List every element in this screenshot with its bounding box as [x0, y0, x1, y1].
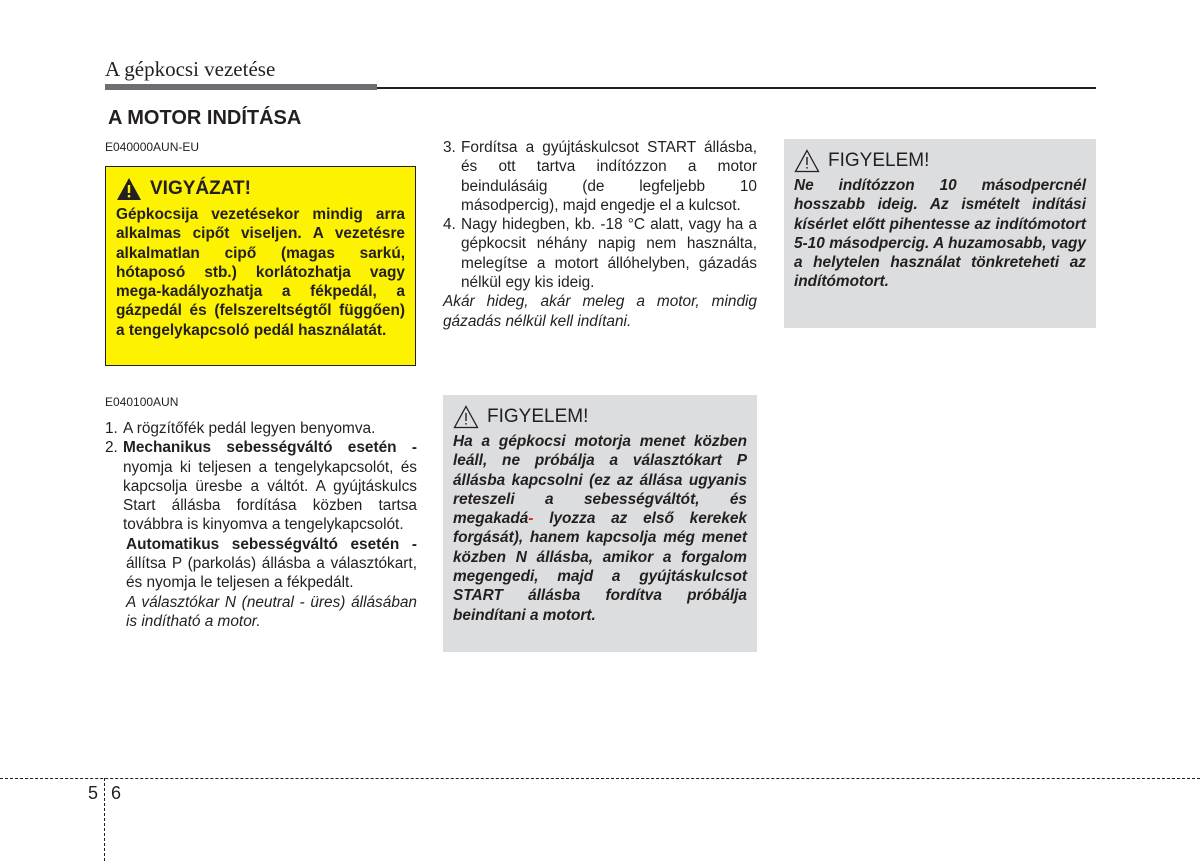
chapter-number: 5 — [88, 783, 99, 803]
warning-text: Gépkocsija vezetésekor mindig arra alkalmas cipőt viseljen. A vezetésre alkalmatlan cipő (magas sarkú, hótaposó stb.) korlátozhatja vagy mega-kadályozhatja a fékpedál, a gázpedál és (felszereltségtől függően) a tengelykapcsoló pedál használatát. — [116, 206, 405, 339]
page-header-title: A gépkocsi vezetése — [105, 57, 276, 81]
caution-title-text: FIGYELEM! — [828, 150, 930, 171]
caution-text: Ne indítózzon 10 másodpercnél hosszabb ideig. Az ismételt indítási kísérlet előtt pihentesse az indítómotort 5-10 másodpercig. A huzamosabb, vagy a helytelen használat tönkreteheti az indítómotort. — [794, 177, 1086, 291]
caution-text-part: Ha a gépkocsi motorja menet közben leáll, ne próbálja a választókart P állásba kapcsolni (ez az állása ugyanis reteszeli a sebességváltót, és megakadá — [453, 433, 747, 528]
step-text: A rögzítőfék pedál legyen benyomva. — [123, 420, 376, 437]
middle-column — [443, 138, 757, 331]
neutral-note: A választókar N (neutral - üres) állásában is indítható a motor. — [126, 593, 417, 630]
step-number: 4. — [443, 216, 456, 234]
start-note: Akár hideg, akár meleg a motor, mindig gázadás nélkül kell indítani. — [443, 293, 757, 330]
list-item — [105, 419, 417, 438]
caution-hyphen: - — [528, 510, 534, 528]
caution-text — [453, 432, 747, 625]
warning-title-text: VIGYÁZAT! — [150, 178, 251, 199]
manual-transmission-text: nyomja ki teljesen a tengelykapcsolót, és kapcsolja üresbe a váltót. A gyújtáskulcs Start állásba fordítása közben tartsa továbbra is kinyomva a tengelykapcsolót. — [123, 458, 417, 534]
warning-title — [116, 177, 405, 201]
footer-rule — [0, 778, 1200, 779]
step-number: 1. — [105, 420, 118, 437]
header-rule-thin — [377, 87, 1096, 89]
caution-triangle-icon — [453, 405, 479, 429]
header-rule-thick — [105, 84, 377, 90]
page-number: 6 — [111, 783, 122, 803]
automatic-transmission-text: állítsa P (parkolás) állásba a választókart, és nyomja le teljesen a fékpedált. — [126, 555, 417, 592]
subsection-code: E040100AUN — [105, 395, 179, 409]
warning-triangle-icon — [116, 177, 142, 201]
step-text: Nagy hidegben, kb. -18 °C alatt, vagy ha a gépkocsit néhány napig nem használta, melegítse a motort állóhelyben, gázadás nélkül egy kis ideig. — [461, 216, 757, 292]
section-code: E040000AUN-EU — [105, 140, 200, 154]
left-column — [105, 419, 417, 631]
list-item — [443, 138, 757, 215]
step-text — [123, 438, 417, 534]
list-item — [105, 438, 417, 534]
list-item — [443, 215, 757, 292]
caution-title — [453, 405, 747, 429]
caution-triangle-icon — [794, 149, 820, 173]
caution-title — [794, 149, 1086, 173]
footer-divider — [104, 778, 105, 861]
section-title: A MOTOR INDÍTÁSA — [108, 107, 302, 129]
caution-title-text: FIGYELEM! — [487, 406, 589, 427]
caution-text-part: lyozza az első kerekek forgását), hanem kapcsolja még menet közben N állásba, amikor a forgalom megengedi, majd a gyújtáskulcsot START állásba fordítva próbálja beindítani a motort. — [453, 510, 747, 624]
step-number: 2. — [105, 439, 118, 457]
warning-box — [105, 166, 416, 366]
manual-transmission-label: Mechanikus sebességváltó esetén - — [123, 439, 417, 457]
caution-box — [443, 395, 757, 652]
automatic-transmission-label: Automatikus sebességváltó esetén - — [126, 535, 417, 553]
step-text: Fordítsa a gyújtáskulcsot START állásba, és ott tartva indítózzon a motor beindulásáig (de legfeljebb 10 másodpercig), majd engedje el a kulcsot. — [461, 139, 757, 214]
caution-box-right — [784, 139, 1096, 328]
step-number: 3. — [443, 139, 456, 156]
automatic-transmission-paragraph — [105, 535, 417, 593]
